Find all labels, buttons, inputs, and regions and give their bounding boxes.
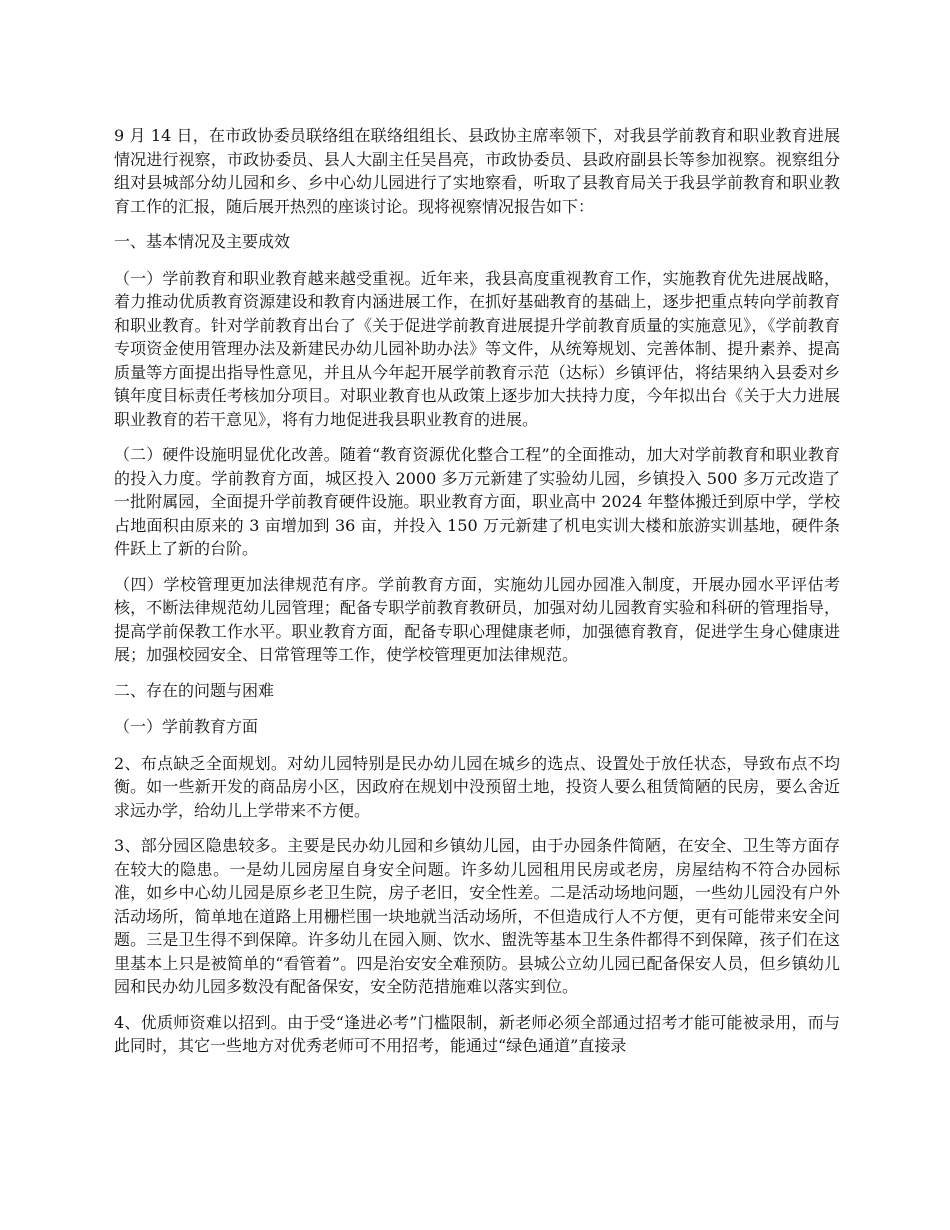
paragraph-priority: （一）学前教育和职业教育越来越受重视。近年来，我县高度重视教育工作，实施教育优先进展战略，着力推动优质教育资源建设和教育内涵进展工作，在抓好基础教育的基础上，逐步把重点转向学前教育和职业教育。针对学前教育出台了《关于促进学前教育进展提升学前教育质量的实施意见》，《学前教育专项资金使用管理办法及新建民办幼儿园补助办法》等文件，从统筹规划、完善体制、提升素养、提高质量等方面提出指导性意见，并且从今年起开展学前教育示范（达标）乡镇评估，将结果纳入县委对乡镇年度目标责任考核加分项目。对职业教育也从政策上逐步加大扶持力度，今年拟出台《关于大力进展职业教育的若干意见》，将有力地促进我县职业教育的进展。: [114, 268, 840, 429]
paragraph-facilities: （二）硬件设施明显优化改善。随着“教育资源优化整合工程”的全面推动，加大对学前教育和职业教育的投入力度。学前教育方面，城区投入 2000 多万元新建了实验幼儿园，乡镇投入 500 多万元改造了一批附属园，全面提升学前教育硬件设施。职业教育方面，职业高中 2024 年整体搬迁到原中学，学校占地面积由原来的 3 亩增加到 36 亩，并投入 150 万元新建了机电实训大楼和旅游实训基地，硬件条件跃上了新的台阶。: [114, 445, 840, 558]
section-heading-2: 二、存在的问题与困难: [114, 680, 275, 700]
document-page: [114, 124, 840, 1070]
paragraph-teachers: 4、优质师资难以招到。由于受“逢进必考”门槛限制，新老师必须全部通过招考才能可能被录用，而与此同时，其它一些地方对优秀老师可不用招考，能通过“绿色通道”直接录: [114, 1012, 840, 1055]
subsection-heading-preschool: （一）学前教育方面: [114, 717, 259, 736]
paragraph-planning: 2、布点缺乏全面规划。对幼儿园特别是民办幼儿园在城乡的选点、设置处于放任状态，导致布点不均衡。如一些新开发的商品房小区，因政府在规划中没预留土地，投资人要么租赁简陋的民房，要么舍近求远办学，给幼儿上学带来不方便。: [114, 753, 840, 820]
intro-paragraph: 9 月 14 日，在市政协委员联络组在联络组组长、县政协主席率领下，对我县学前教育和职业教育进展情况进行视察，市政协委员、县人大副主任吴昌亮，市政协委员、县政府副县长等参加视察。视察组分组对县城部分幼儿园和乡、乡中心幼儿园进行了实地察看，听取了县教育局关于我县学前教育和职业教育工作的汇报，随后展开热烈的座谈讨论。现将视察情况报告如下：: [114, 126, 840, 216]
paragraph-safety: 3、部分园区隐患较多。主要是民办幼儿园和乡镇幼儿园，由于办园条件简陋，在安全、卫生等方面存在较大的隐患。一是幼儿园房屋自身安全问题。许多幼儿园租用民房或老房，房屋结构不符合办园标准，如乡中心幼儿园是原乡老卫生院，房子老旧，安全性差。二是活动场地问题，一些幼儿园没有户外活动场所，简单地在道路上用栅栏围一块地就当活动场所，不但造成行人不方便，更有可能带来安全问题。三是卫生得不到保障。许多幼儿在园入厕、饮水、盥洗等基本卫生条件都得不到保障，孩子们在这里基本上只是被简单的“看管着”。四是治安安全难预防。县城公立幼儿园已配备保安人员，但乡镇幼儿园和民办幼儿园多数没有配备保安，安全防范措施难以落实到位。: [114, 836, 840, 996]
paragraph-management: （四）学校管理更加法律规范有序。学前教育方面，实施幼儿园办园准入制度，开展办园水平评估考核，不断法律规范幼儿园管理；配备专职学前教育教研员，加强对幼儿园教育实验和科研的管理指导，提高学前保教工作水平。职业教育方面，配备专职心理健康老师，加强德育教育，促进学生身心健康进展；加强校园安全、日常管理等工作，使学校管理更加法律规范。: [114, 574, 840, 664]
section-heading-1: 一、基本情况及主要成效: [114, 232, 291, 251]
